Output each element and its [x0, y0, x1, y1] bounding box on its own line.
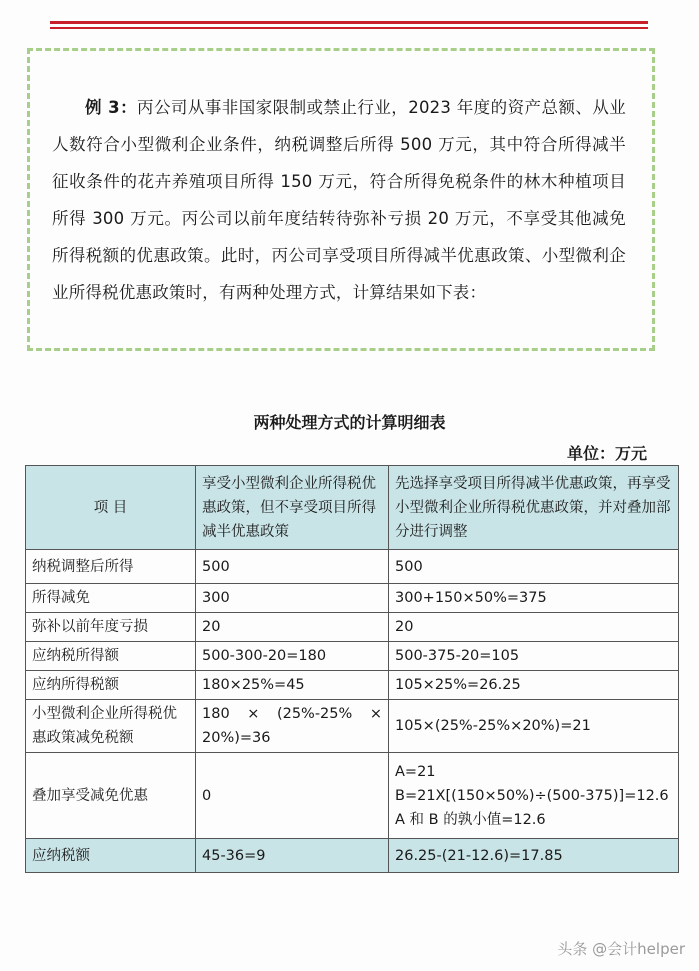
row-option-a: 180 × (25%-25% × 20%)=36 — [196, 700, 389, 753]
row-option-a: 500 — [196, 550, 389, 584]
table-row-total — [26, 839, 679, 873]
row-option-a: 180×25%=45 — [196, 671, 389, 700]
row-option-a: 300 — [196, 584, 389, 613]
header-item: 项 目 — [26, 466, 196, 550]
table-row — [26, 584, 679, 613]
row-item: 应纳税额 — [26, 839, 196, 873]
row-option-b: 300+150×50%=375 — [389, 584, 679, 613]
row-item: 纳税调整后所得 — [26, 550, 196, 584]
row-item: 应纳税所得额 — [26, 642, 196, 671]
row-option-b: 26.25-(21-12.6)=17.85 — [389, 839, 679, 873]
header-option-b: 先选择享受项目所得减半优惠政策，再享受小型微利企业所得税优惠政策，并对叠加部分进行调整 — [389, 466, 679, 550]
example-paragraph — [52, 89, 626, 311]
table-row — [26, 613, 679, 642]
header-option-a: 享受小型微利企业所得税优惠政策，但不享受项目所得减半优惠政策 — [196, 466, 389, 550]
row-option-b: 105×(25%-25%×20%)=21 — [389, 700, 679, 753]
row-option-b-line: A=21 — [395, 763, 436, 780]
row-option-b-line: B=21X[(150×50%)÷(500-375)]=12.6 — [395, 787, 669, 804]
row-option-a: 20 — [196, 613, 389, 642]
row-option-b: 105×25%=26.25 — [389, 671, 679, 700]
row-item: 所得减免 — [26, 584, 196, 613]
calculation-table — [25, 465, 679, 873]
row-option-b: 500 — [389, 550, 679, 584]
row-option-a: 500-300-20=180 — [196, 642, 389, 671]
row-option-b: 20 — [389, 613, 679, 642]
row-option-a: 45-36=9 — [196, 839, 389, 873]
row-item: 应纳所得税额 — [26, 671, 196, 700]
table-row — [26, 671, 679, 700]
table-row — [26, 642, 679, 671]
example-label: 例 3： — [85, 98, 138, 117]
table-unit: 单位：万元 — [566, 444, 647, 463]
row-option-b: 500-375-20=105 — [389, 642, 679, 671]
table-header-row — [26, 466, 679, 550]
watermark: 头条 @会计helper — [557, 940, 685, 958]
table-title: 两种处理方式的计算明细表 — [253, 413, 446, 432]
row-option-a: 0 — [196, 753, 389, 839]
example-body: 丙公司从事非国家限制或禁止行业，2023 年度的资产总额、从业人数符合小型微利企业条件，纳税调整后所得 500 万元，其中符合所得减半征收条件的花卉养殖项目所得 150 万元，符合所得免税条件的林木种植项目所得 300 万元。丙公司以前年度结转待弥补亏损 20 万元，不享受其他减免所得税额的优惠政策。此时，丙公司享受项目所得减半优惠政策、小型微利企业所得税优惠政策时，有两种处理方式，计算结果如下表： — [52, 98, 626, 302]
row-item: 小型微利企业所得税优惠政策减免税额 — [26, 700, 196, 753]
top-red-rule-thin — [50, 27, 648, 29]
table-row — [26, 700, 679, 753]
row-option-b-multiline — [389, 753, 679, 839]
table-row — [26, 753, 679, 839]
row-item: 弥补以前年度亏损 — [26, 613, 196, 642]
top-red-rule — [50, 21, 648, 24]
table-row — [26, 550, 679, 584]
row-option-b-line: A 和 B 的孰小值=12.6 — [395, 811, 546, 828]
row-item: 叠加享受减免优惠 — [26, 753, 196, 839]
example-box — [27, 48, 655, 351]
